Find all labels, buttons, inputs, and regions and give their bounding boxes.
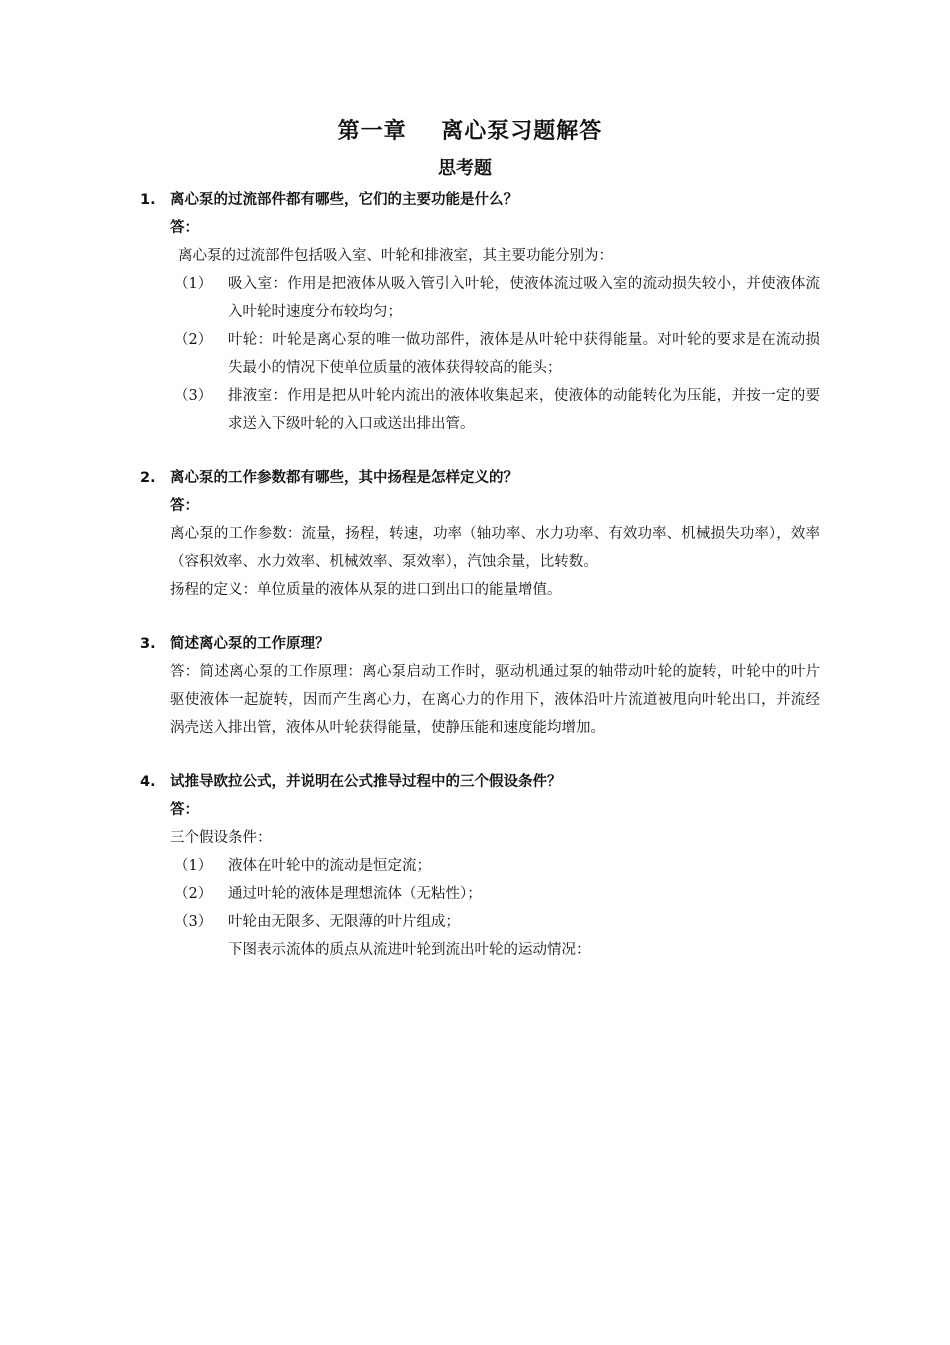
question-number: 2.: [140, 470, 156, 486]
answer-label: 答：: [170, 220, 199, 236]
question-heading: [140, 768, 820, 796]
answer-item: [174, 270, 820, 326]
question-text: 离心泵的过流部件都有哪些，它们的主要功能是什么？: [170, 192, 518, 208]
section-subtitle: 思考题: [438, 158, 492, 179]
answer-intro: 三个假设条件：: [170, 830, 272, 846]
answer-item: [174, 382, 820, 438]
item-text: 叶轮：叶轮是离心泵的唯一做功部件，液体是从叶轮中获得能量。对叶轮的要求是在流动损失最小的情况下使单位质量的液体获得较高的能头；: [228, 332, 820, 376]
answer-paragraph: 扬程的定义：单位质量的液体从泵的进口到出口的能量增值。: [170, 582, 562, 598]
answer-intro: 离心泵的过流部件包括吸入室、叶轮和排液室，其主要功能分别为：: [178, 248, 613, 264]
item-text: 液体在叶轮中的流动是恒定流；: [228, 858, 431, 874]
answer-paragraph: 离心泵的工作参数：流量，扬程，转速，功率（轴功率、水力功率、有效功率、机械损失功率），效率（容积效率、水力效率、机械效率、泵效率），汽蚀余量，比转数。: [170, 526, 820, 570]
question-2: [140, 464, 820, 604]
question-number: 3.: [140, 636, 156, 652]
question-number: 1.: [140, 192, 156, 208]
answer-label: 答：: [170, 802, 199, 818]
answer-item: [174, 326, 820, 382]
item-text: 吸入室：作用是把液体从吸入管引入叶轮，使液体流过吸入室的流动损失较小，并使液体流入叶轮时速度分布较均匀；: [228, 276, 820, 320]
question-number: 4.: [140, 774, 156, 790]
item-marker: （2）: [174, 886, 213, 902]
figure-note: 下图表示流体的质点从流进叶轮到流出叶轮的运动情况：: [228, 942, 591, 958]
question-text: 简述离心泵的工作原理？: [170, 636, 330, 652]
item-marker: （1）: [174, 858, 213, 874]
chapter-title: 第一章 离心泵习题解答: [337, 119, 603, 144]
item-marker: （3）: [174, 914, 213, 930]
answer-item: [174, 908, 820, 936]
question-heading: [140, 464, 820, 492]
item-marker: （3）: [174, 388, 213, 404]
answer-item: [174, 880, 820, 908]
question-heading: [140, 186, 820, 214]
question-1: [140, 186, 820, 438]
answer-item: [174, 852, 820, 880]
question-text: 试推导欧拉公式，并说明在公式推导过程中的三个假设条件？: [170, 774, 562, 790]
item-text: 通过叶轮的液体是理想流体（无粘性）；: [228, 886, 482, 902]
item-text: 排液室：作用是把从叶轮内流出的液体收集起来，使液体的动能转化为压能，并按一定的要求送入下级叶轮的入口或送出排出管。: [228, 388, 820, 432]
question-text: 离心泵的工作参数都有哪些，其中扬程是怎样定义的？: [170, 470, 518, 486]
question-heading: [140, 630, 820, 658]
answer-paragraph: 答：简述离心泵的工作原理：离心泵启动工作时，驱动机通过泵的轴带动叶轮的旋转，叶轮中的叶片驱使液体一起旋转，因而产生离心力，在离心力的作用下，液体沿叶片流道被甩向叶轮出口，并流经涡壳送入排出管，液体从叶轮获得能量，使静压能和速度能均增加。: [170, 664, 820, 736]
item-text: 叶轮由无限多、无限薄的叶片组成；: [228, 914, 460, 930]
answer-label: 答：: [170, 498, 199, 514]
item-marker: （1）: [174, 276, 213, 292]
question-4: [140, 768, 820, 964]
item-marker: （2）: [174, 332, 213, 348]
question-3: [140, 630, 820, 742]
question-list: [140, 186, 820, 964]
